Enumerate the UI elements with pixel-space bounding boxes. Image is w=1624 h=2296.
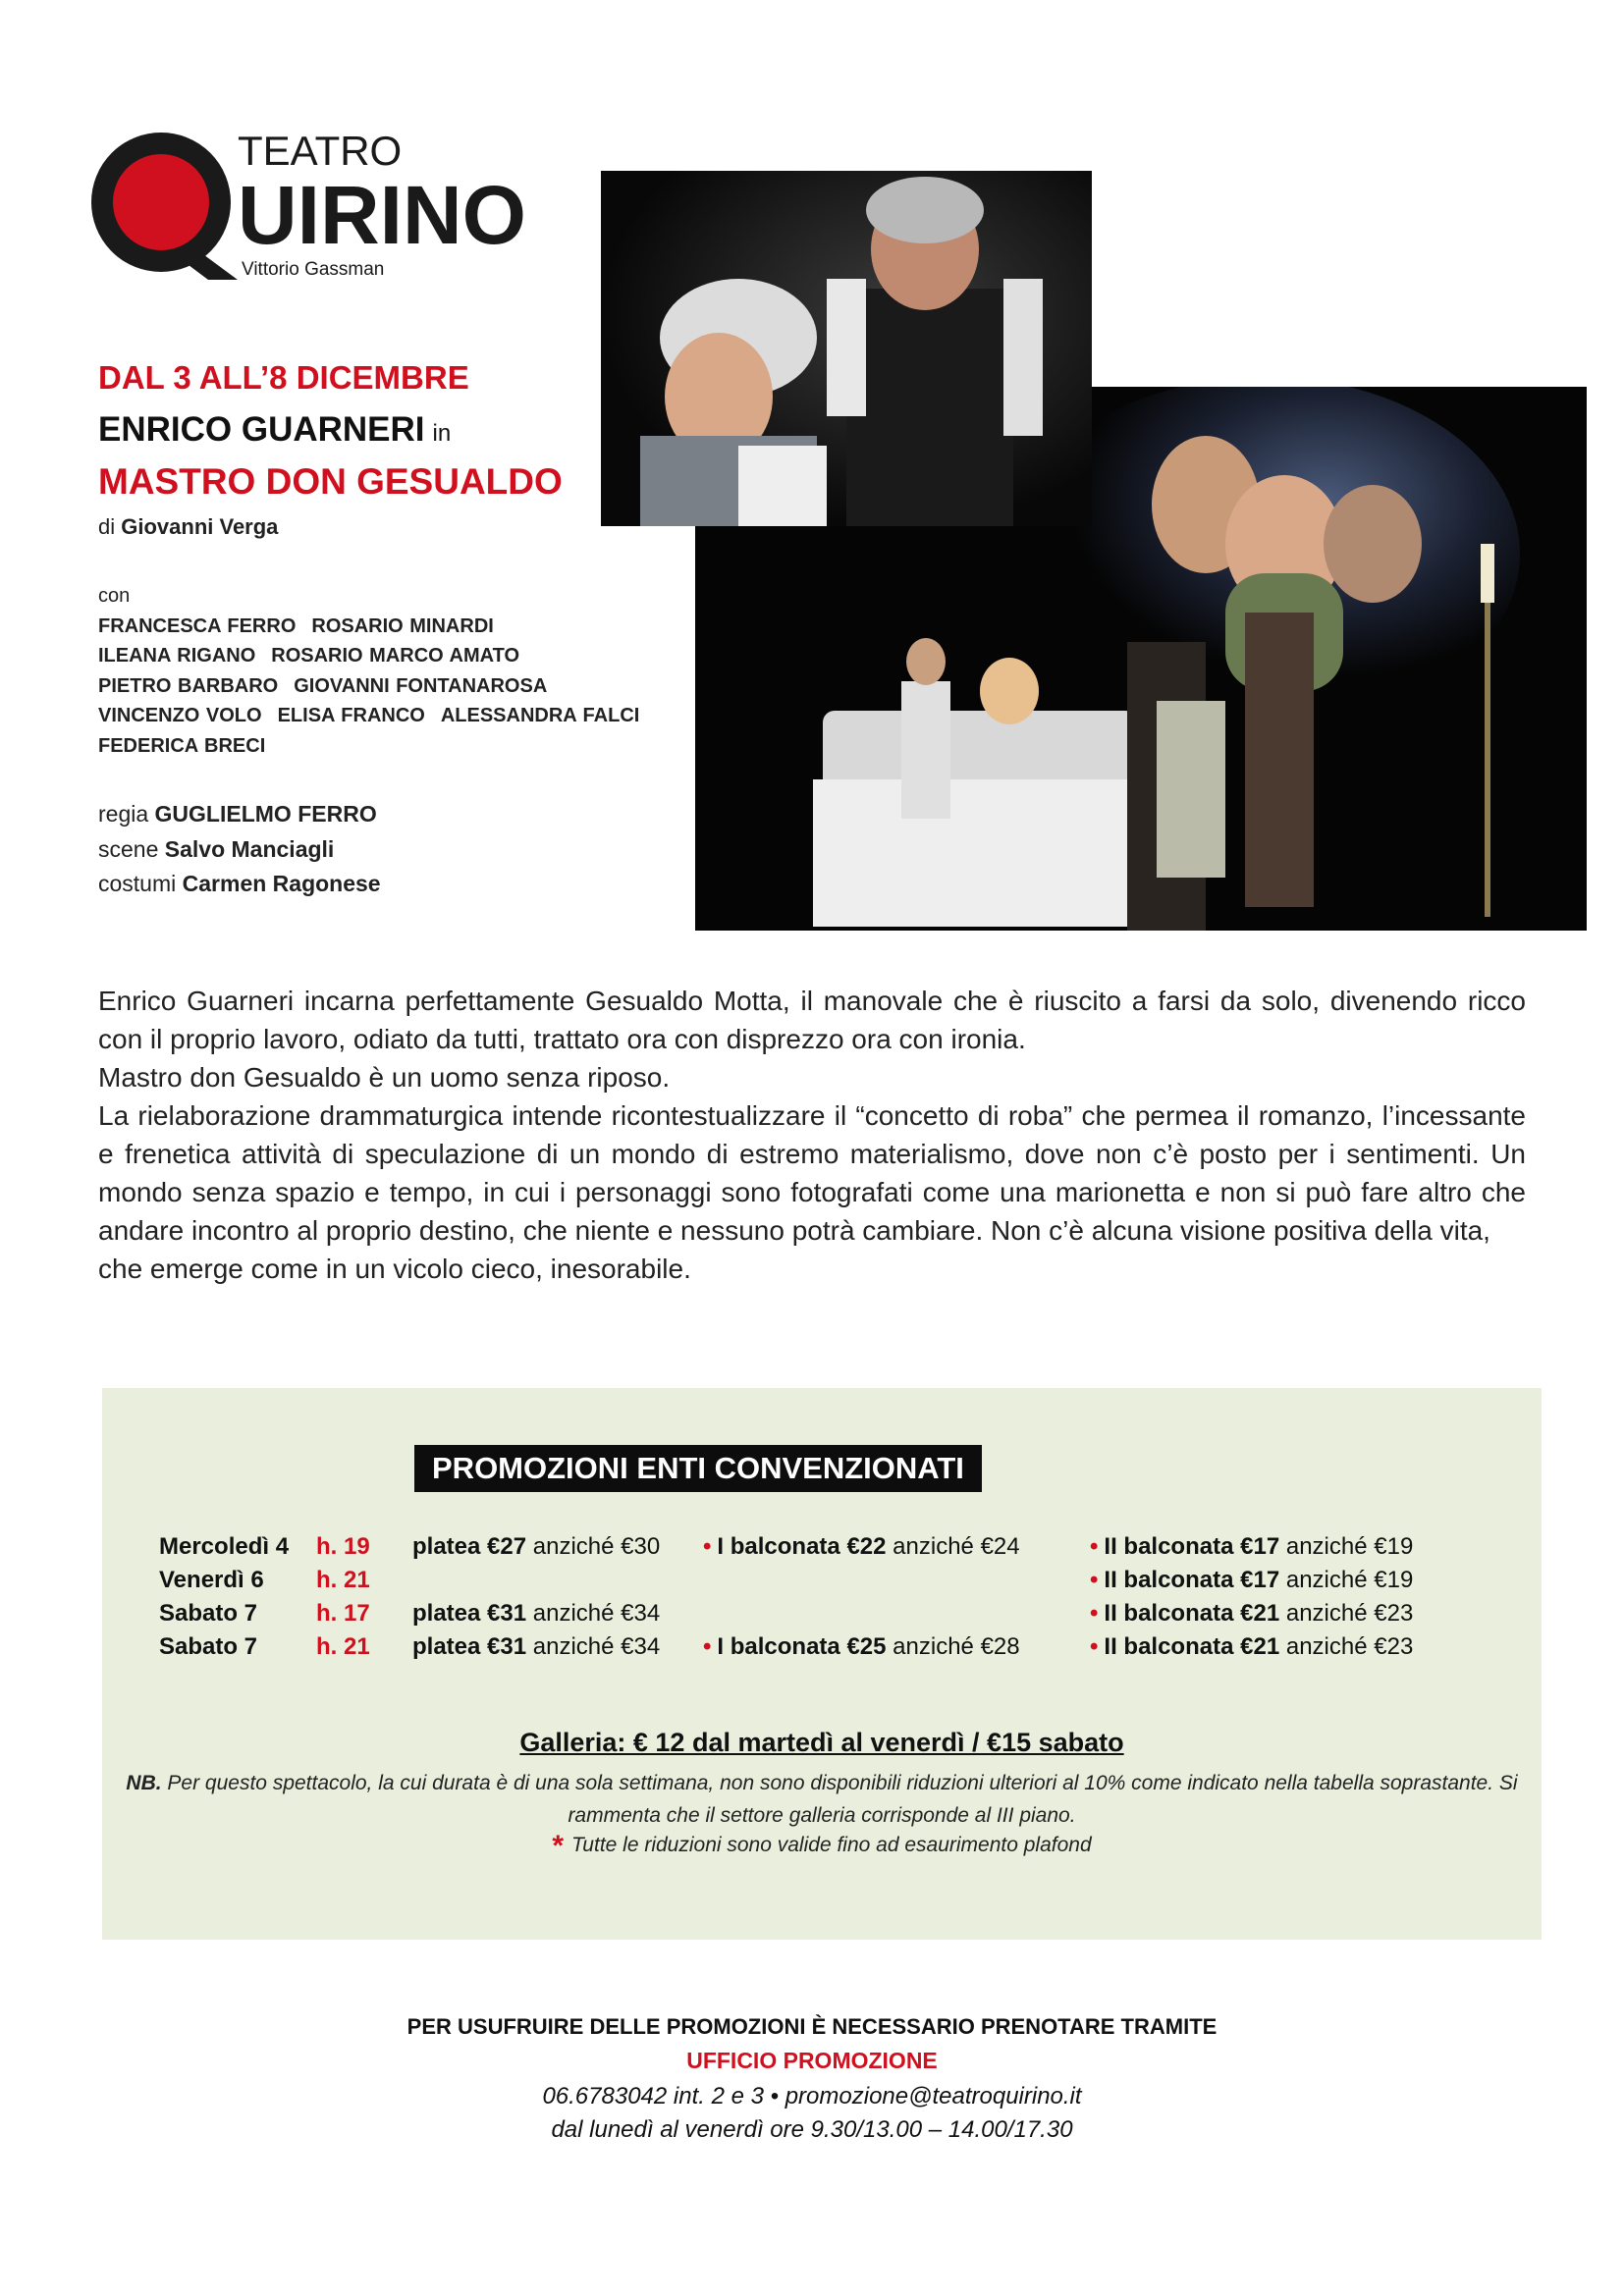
teatro-quirino-logo	[90, 118, 581, 285]
cast-line	[98, 701, 655, 731]
description-paragraph: Enrico Guarneri incarna perfettamente Gesualdo Motta, il manovale che è riuscito a farsi da solo, divenendo ricco con il proprio lavoro, odiato da tutti, trattato ora con disprezzo ora con ironia.	[98, 986, 1526, 1054]
cast-line	[98, 671, 655, 702]
footer-office: UFFICIO PROMOZIONE	[686, 2048, 938, 2073]
promo-row	[102, 1600, 1542, 1631]
promo-nb	[122, 1767, 1522, 1832]
credit-role: scene	[98, 835, 159, 862]
cast-member: ROSARIO MINARDI	[311, 614, 494, 637]
description-paragraph: La rielaborazione drammaturgica intende ricontestualizzare il “concetto di roba” che permea il romanzo, l’incessante e frenetica attività di speculazione di un mondo di estremo materialismo, dove non c’è posto per i sentimenti. Un mondo senza spazio e tempo, in cui i personaggi sono fotografati come una marionetta e non si può fare altro che andare incontro al proprio destino, che niente e nessuno potrà cambiare. Non c’è alcuna visione positiva della vita,	[98, 1100, 1526, 1246]
promo-balconata-1: • I balconata €22 anziché €24	[703, 1533, 1020, 1560]
promo-balconata-2: • II balconata €21 anziché €23	[1090, 1600, 1414, 1627]
credit-costumes	[98, 867, 381, 902]
description-paragraph: che emerge come in un vicolo cieco, inesorabile.	[98, 1254, 691, 1284]
promo-balconata-2: • II balconata €17 anziché €19	[1090, 1567, 1414, 1593]
cast-member: PIETRO BARBARO	[98, 674, 279, 697]
cast-member: VINCENZO VOLO	[98, 705, 262, 726]
logo-graphic	[90, 118, 581, 285]
credit-name: Salvo Manciagli	[164, 835, 335, 862]
footer-contact: 06.6783042 int. 2 e 3 • promozione@teatroquirino.it	[542, 2083, 1082, 2109]
promo-day: Venerdì 6	[159, 1567, 264, 1593]
author-line	[98, 514, 278, 540]
cast-line	[98, 731, 655, 762]
cast-line	[98, 641, 655, 671]
cast-list	[98, 581, 655, 761]
logo-subtitle: Vittorio Gassman	[242, 259, 385, 280]
credit-name: Carmen Ragonese	[182, 871, 381, 896]
credits-list	[98, 797, 381, 902]
note-text: Tutte le riduzioni sono valide fino ad esaurimento plafond	[571, 1834, 1092, 1856]
nb-label: NB.	[126, 1772, 162, 1794]
cast-label: con	[98, 585, 131, 607]
promo-balconata-2: • II balconata €17 anziché €19	[1090, 1533, 1414, 1560]
promo-platea: platea €31 anziché €34	[412, 1633, 661, 1660]
cast-member: ROSARIO MARCO AMATO	[271, 645, 519, 667]
cast-member: FEDERICA BRECI	[98, 734, 266, 757]
promo-platea: platea €31 anziché €34	[412, 1600, 661, 1627]
lead-actor-name: ENRICO GUARNERI	[98, 410, 425, 449]
author-name: Giovanni Verga	[121, 514, 279, 539]
lead-actor	[98, 410, 451, 450]
show-description	[98, 982, 1526, 1288]
promo-balconata-2: • II balconata €21 anziché €23	[1090, 1633, 1414, 1660]
promo-row	[102, 1567, 1542, 1598]
promo-row	[102, 1633, 1542, 1665]
asterisk-icon: *	[552, 1830, 565, 1862]
footer-booking-info: PER USUFRUIRE DELLE PROMOZIONI È NECESSARIO PRENOTARE TRAMITE	[406, 2014, 1218, 2039]
promo-day: Sabato 7	[159, 1600, 258, 1627]
cast-member: GIOVANNI FONTANAROSA	[294, 674, 548, 697]
cast-member: ILEANA RIGANO	[98, 645, 256, 667]
nb-text: Per questo spettacolo, la cui durata è di una sola settimana, non sono disponibili riduzioni ulteriori al 10% come indicato nella tabella soprastante. Si rammenta che il settore galleria corrisponde al III piano.	[167, 1772, 1518, 1827]
cast-member: FRANCESCA FERRO	[98, 614, 297, 637]
promo-row	[102, 1533, 1542, 1565]
logo-quirino-word: UIRINO	[238, 169, 526, 261]
stage-photo-actors	[601, 171, 1092, 526]
credit-name: GUGLIELMO FERRO	[154, 801, 377, 827]
promo-platea: platea €27 anziché €30	[412, 1533, 661, 1560]
promo-note	[102, 1830, 1542, 1863]
credit-director	[98, 797, 381, 832]
description-paragraph: Mastro don Gesualdo è un uomo senza riposo.	[98, 1062, 671, 1093]
galleria-price: Galleria: € 12 dal martedì al venerdì / €15 sabato	[519, 1728, 1124, 1757]
promotions-title: PROMOZIONI ENTI CONVENZIONATI	[414, 1445, 982, 1492]
promo-day: Mercoledì 4	[159, 1533, 290, 1560]
promo-hour: h. 21	[316, 1567, 370, 1593]
logo-teatro-word: TEATRO	[238, 128, 403, 174]
credit-sets	[98, 832, 381, 868]
footer-hours: dal lunedì al venerdì ore 9.30/13.00 – 14.00/17.30	[551, 2116, 1073, 2143]
credit-role: regia	[98, 801, 149, 827]
lead-actor-suffix: in	[432, 420, 452, 447]
author-prefix: di	[98, 514, 116, 539]
promo-hour: h. 21	[316, 1633, 370, 1660]
cast-line	[98, 612, 655, 642]
promo-day: Sabato 7	[159, 1633, 258, 1660]
show-dates: DAL 3 ALL’8 DICEMBRE	[98, 359, 469, 396]
promo-balconata-1: • I balconata €25 anziché €28	[703, 1633, 1020, 1660]
promo-hour: h. 17	[316, 1600, 370, 1627]
cast-member: ALESSANDRA FALCI	[440, 705, 640, 726]
show-title: MASTRO DON GESUALDO	[98, 461, 563, 502]
stage-photo-actors-image	[601, 171, 1092, 526]
credit-role: costumi	[98, 871, 177, 896]
promo-hour: h. 19	[316, 1533, 370, 1560]
cast-member: ELISA FRANCO	[277, 705, 425, 726]
